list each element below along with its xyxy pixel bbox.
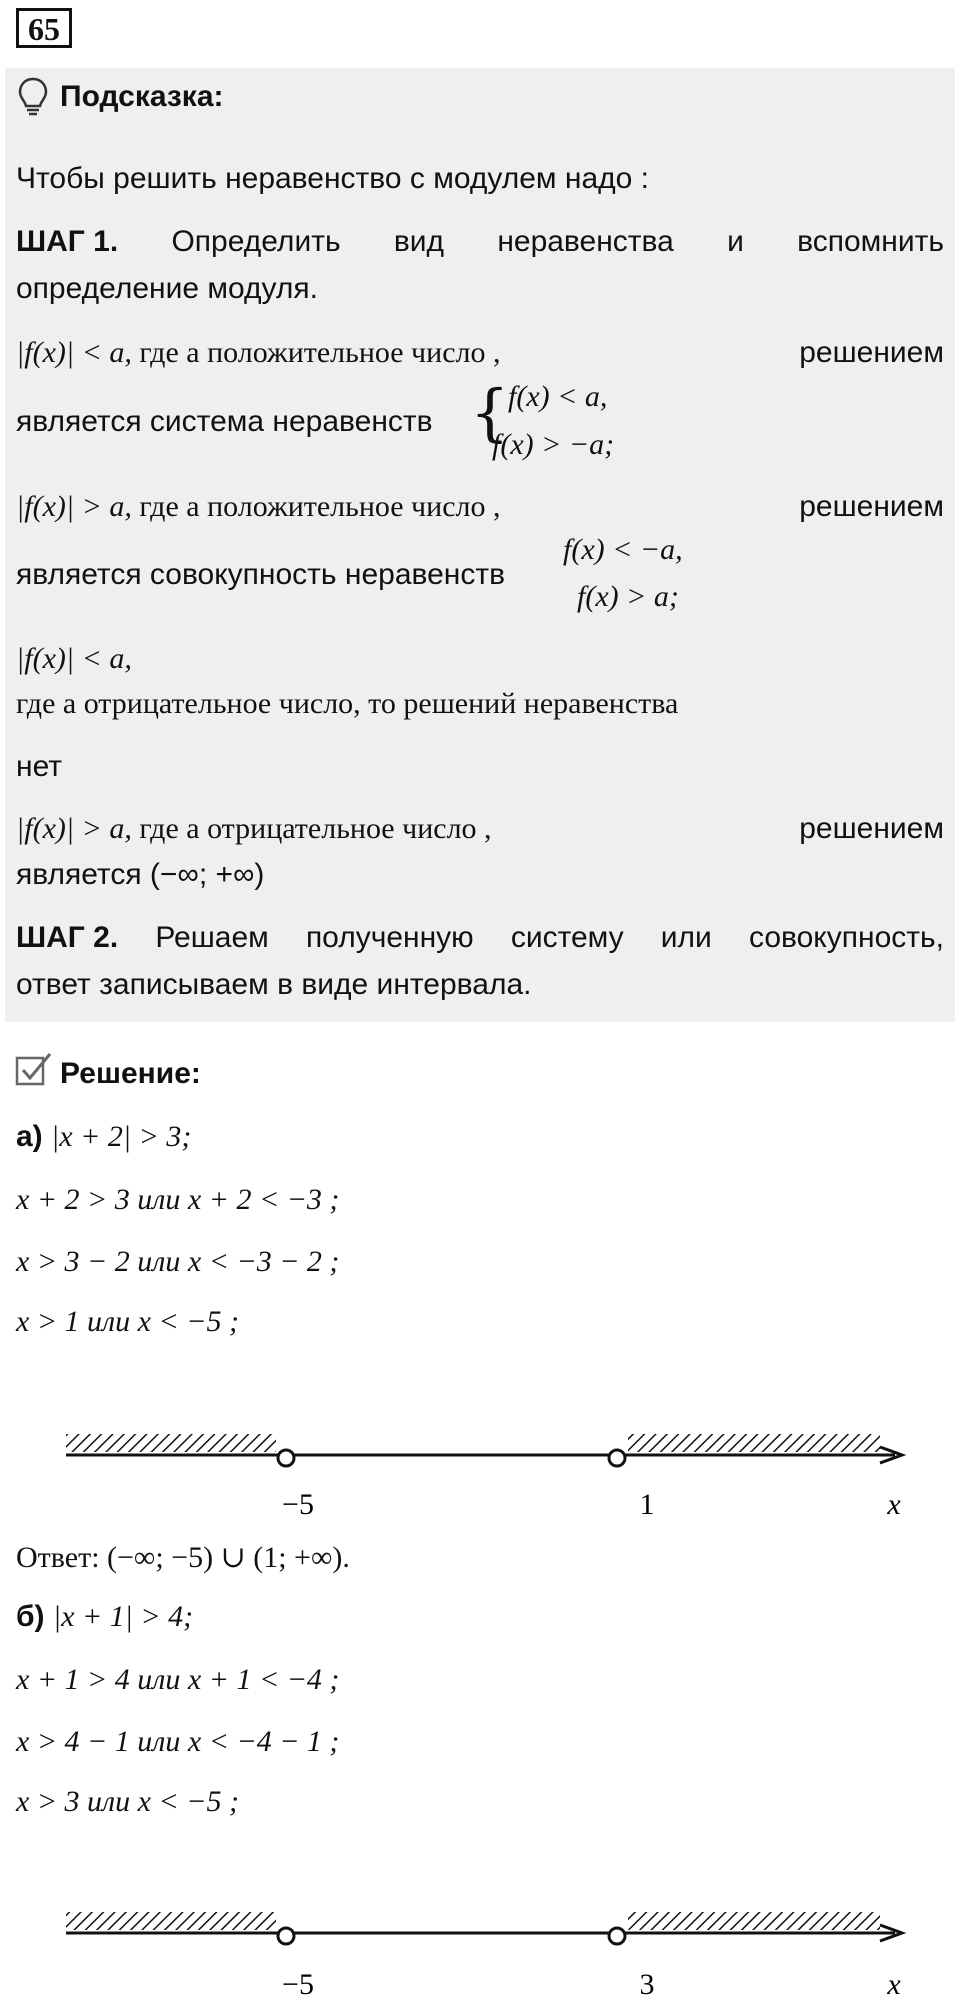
step1-line1 bbox=[16, 225, 944, 259]
part-a-line-2: x + 2 > 3 или x + 2 < −3 ; bbox=[16, 1183, 340, 1216]
open-point-left bbox=[278, 1928, 294, 1944]
case1-condition: |f(x)| < a, bbox=[16, 336, 132, 369]
step1-label: ШАГ 1. bbox=[16, 225, 119, 258]
case1-right: решением bbox=[799, 336, 944, 369]
axis-label: x bbox=[887, 1488, 901, 1521]
part-b-line-2: x + 1 > 4 или x + 1 < −4 ; bbox=[16, 1663, 340, 1696]
problem-number: 65 bbox=[16, 8, 72, 48]
case2-line1 bbox=[16, 490, 944, 524]
case3-line2: где a отрицательное число, то решений неравенства bbox=[16, 687, 679, 720]
step1-word: вспомнить bbox=[797, 225, 944, 258]
step2-word: полученную bbox=[305, 921, 474, 954]
shaded-region-right bbox=[628, 1912, 880, 1930]
case1-text: где a положительное число , bbox=[139, 336, 501, 369]
part-b-line-1 bbox=[16, 1600, 193, 1634]
part-a-inequality: |x + 2| > 3; bbox=[51, 1120, 192, 1153]
part-a-line-4: x > 1 или x < −5 ; bbox=[16, 1305, 239, 1338]
part-a-answer: Ответ: (−∞; −5) ∪ (1; +∞). bbox=[16, 1541, 350, 1574]
checkbox-check-icon bbox=[14, 1050, 54, 1090]
case4-condition: |f(x)| > a, bbox=[16, 812, 132, 845]
step2-line1 bbox=[16, 921, 944, 955]
open-point-left bbox=[278, 1450, 294, 1466]
step2-label: ШАГ 2. bbox=[16, 921, 119, 954]
case2-set-1: f(x) < −a, bbox=[563, 533, 683, 566]
shaded-region-right bbox=[628, 1434, 880, 1452]
step2-line2: ответ записываем в виде интервала. bbox=[16, 968, 532, 1001]
step2-word: систему bbox=[510, 921, 624, 954]
part-a-line-3: x > 3 − 2 или x < −3 − 2 ; bbox=[16, 1245, 340, 1278]
case4-text: где a отрицательное число , bbox=[139, 812, 492, 845]
solution-title: Решение: bbox=[60, 1057, 201, 1090]
case2-text: где a положительное число , bbox=[139, 490, 501, 523]
case3-line3: нет bbox=[16, 750, 62, 783]
number-line-a bbox=[0, 1410, 960, 1530]
axis-label: x bbox=[887, 1968, 901, 2001]
part-a-label: а) bbox=[16, 1120, 43, 1153]
case2-line2: является совокупность неравенств bbox=[16, 558, 506, 591]
point-label-left: −5 bbox=[282, 1968, 314, 2001]
point-label-left: −5 bbox=[282, 1488, 314, 1521]
part-a-line-1 bbox=[16, 1120, 191, 1154]
number-line-b bbox=[0, 1890, 960, 2001]
case2-condition: |f(x)| > a, bbox=[16, 490, 132, 523]
step2-word: совокупность, bbox=[748, 921, 944, 954]
case4-line2: является (−∞; +∞) bbox=[16, 858, 265, 891]
open-point-right bbox=[609, 1928, 625, 1944]
case1-line1 bbox=[16, 336, 944, 370]
hint-title: Подсказка: bbox=[60, 80, 224, 113]
part-b-label: б) bbox=[16, 1600, 45, 1633]
step2-word: Решаем bbox=[155, 921, 269, 954]
case2-set-2: f(x) > a; bbox=[577, 580, 679, 613]
shaded-region-left bbox=[66, 1912, 276, 1930]
case1-system-1: f(x) < a, bbox=[508, 380, 608, 413]
part-b-line-4: x > 3 или x < −5 ; bbox=[16, 1785, 239, 1818]
step2-word: или bbox=[660, 921, 712, 954]
part-b-line-3: x > 4 − 1 или x < −4 − 1 ; bbox=[16, 1725, 340, 1758]
point-label-right: 3 bbox=[639, 1968, 655, 2001]
lightbulb-icon bbox=[16, 76, 50, 116]
step1-word: и bbox=[727, 225, 744, 258]
case4-right: решением bbox=[799, 812, 944, 845]
point-label-right: 1 bbox=[639, 1488, 655, 1521]
system-brace: { bbox=[470, 376, 510, 449]
step1-word: неравенства bbox=[497, 225, 674, 258]
hint-intro: Чтобы решить неравенство с модулем надо : bbox=[16, 162, 649, 195]
step1-word: вид bbox=[393, 225, 445, 258]
case1-line2: является система неравенств bbox=[16, 405, 433, 438]
open-point-right bbox=[609, 1450, 625, 1466]
step1-word: Определить bbox=[171, 225, 341, 258]
step1-line2: определение модуля. bbox=[16, 272, 318, 305]
case2-right: решением bbox=[799, 490, 944, 523]
case3-line1: |f(x)| < a, bbox=[16, 642, 132, 675]
case4-line1 bbox=[16, 812, 944, 846]
case1-system-2: f(x) > −a; bbox=[492, 428, 615, 461]
shaded-region-left bbox=[66, 1434, 276, 1452]
part-b-inequality: |x + 1| > 4; bbox=[52, 1600, 194, 1633]
